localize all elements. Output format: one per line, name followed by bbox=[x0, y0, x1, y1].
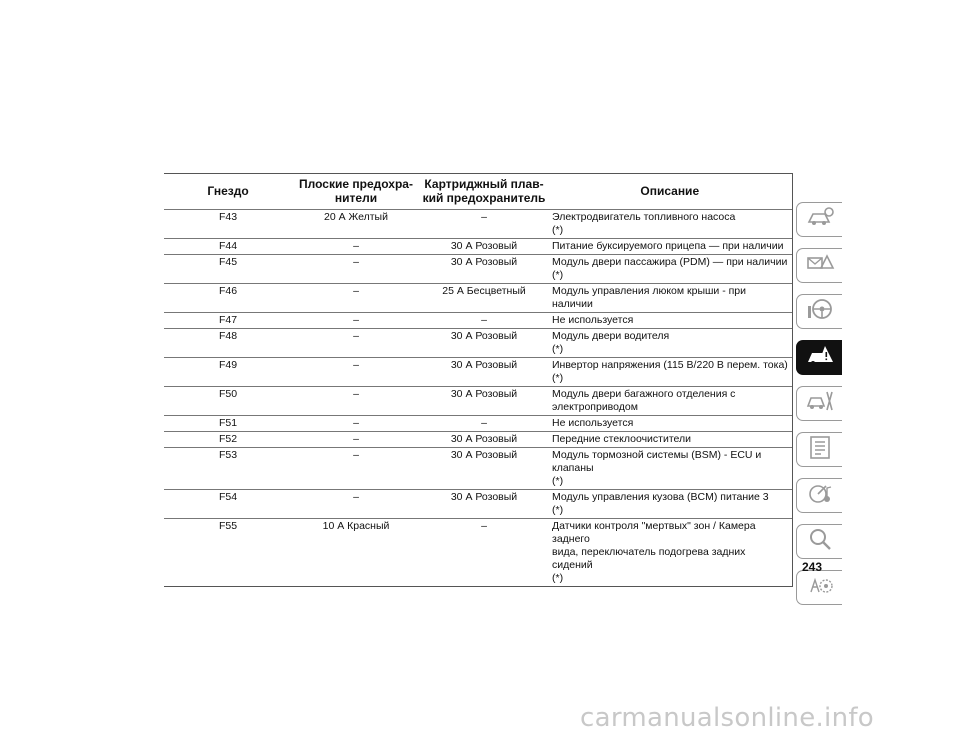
cell-cartridge-fuse: 30 А Розовый bbox=[420, 239, 548, 255]
cell-description bbox=[548, 210, 792, 239]
description-line: Не используется bbox=[552, 314, 634, 326]
table-row bbox=[164, 255, 792, 284]
chapter-tab-5[interactable] bbox=[796, 386, 842, 421]
cell-description bbox=[548, 313, 792, 329]
cell-blade-fuse: – bbox=[292, 329, 420, 358]
header-description: Описание bbox=[548, 174, 792, 210]
cell-socket: F48 bbox=[164, 329, 292, 358]
table-row bbox=[164, 432, 792, 448]
cell-socket: F54 bbox=[164, 490, 292, 519]
roadside-emergency-icon bbox=[805, 342, 835, 373]
steering-wheel-icon bbox=[805, 296, 835, 327]
cell-cartridge-fuse: – bbox=[420, 210, 548, 239]
cell-blade-fuse: – bbox=[292, 448, 420, 490]
cell-cartridge-fuse: 30 А Розовый bbox=[420, 329, 548, 358]
fuse-table bbox=[164, 173, 793, 587]
chapter-tab-3[interactable] bbox=[796, 294, 842, 329]
description-line: Модуль двери багажного отделения с bbox=[552, 388, 736, 400]
cell-description bbox=[548, 329, 792, 358]
multimedia-icon bbox=[805, 480, 835, 511]
table-row bbox=[164, 329, 792, 358]
cell-description bbox=[548, 387, 792, 416]
page-number: 243 bbox=[801, 560, 822, 574]
chapter-tab-4[interactable] bbox=[796, 340, 842, 375]
description-line: клапаны bbox=[552, 462, 594, 474]
table-row bbox=[164, 358, 792, 387]
cell-blade-fuse: – bbox=[292, 416, 420, 432]
cell-cartridge-fuse: 25 А Бесцветный bbox=[420, 284, 548, 313]
cell-cartridge-fuse: – bbox=[420, 519, 548, 587]
cell-socket: F46 bbox=[164, 284, 292, 313]
description-line: (*) bbox=[552, 224, 564, 236]
chapter-tab-2[interactable] bbox=[796, 248, 842, 283]
cell-blade-fuse: – bbox=[292, 358, 420, 387]
cell-blade-fuse: 10 А Красный bbox=[292, 519, 420, 587]
description-line: Питание буксируемого прицепа — при наличии bbox=[552, 240, 784, 252]
table-row bbox=[164, 416, 792, 432]
description-line: (*) bbox=[552, 504, 564, 516]
chapter-tab-9[interactable] bbox=[796, 570, 842, 605]
cell-description bbox=[548, 239, 792, 255]
chapter-tab-7[interactable] bbox=[796, 478, 842, 513]
chapter-tab-1[interactable] bbox=[796, 202, 842, 237]
chapter-tab-6[interactable] bbox=[796, 432, 842, 467]
description-line: (*) bbox=[552, 372, 564, 384]
search-index-icon bbox=[805, 526, 835, 557]
cell-socket: F49 bbox=[164, 358, 292, 387]
fuse-table-body bbox=[164, 210, 792, 587]
cell-socket: F45 bbox=[164, 255, 292, 284]
description-line: Модуль тормозной системы (BSM) - ECU и bbox=[552, 449, 762, 461]
cell-description bbox=[548, 358, 792, 387]
header-cartridge-fuse: Картриджный плав- кий предохранитель bbox=[420, 174, 548, 210]
cell-blade-fuse: – bbox=[292, 255, 420, 284]
cell-blade-fuse: – bbox=[292, 313, 420, 329]
cell-socket: F51 bbox=[164, 416, 292, 432]
cell-socket: F55 bbox=[164, 519, 292, 587]
cell-cartridge-fuse: 30 А Розовый bbox=[420, 358, 548, 387]
table-row bbox=[164, 313, 792, 329]
cell-description bbox=[548, 284, 792, 313]
cell-cartridge-fuse: 30 А Розовый bbox=[420, 255, 548, 284]
language-settings-icon bbox=[805, 572, 835, 603]
watermark: carmanualsonline.info bbox=[580, 703, 875, 733]
description-line: Электродвигатель топливного насоса bbox=[552, 211, 736, 223]
description-line: (*) bbox=[552, 269, 564, 281]
cell-blade-fuse: – bbox=[292, 239, 420, 255]
description-line: (*) bbox=[552, 343, 564, 355]
table-row bbox=[164, 519, 792, 587]
cell-socket: F53 bbox=[164, 448, 292, 490]
description-line: Модуль двери пассажира (PDM) — при наличии bbox=[552, 256, 788, 268]
cell-socket: F47 bbox=[164, 313, 292, 329]
description-line: электроприводом bbox=[552, 401, 638, 413]
description-line: Не используется bbox=[552, 417, 634, 429]
cell-description bbox=[548, 432, 792, 448]
warning-envelope-icon bbox=[805, 250, 835, 281]
cell-cartridge-fuse: – bbox=[420, 313, 548, 329]
cell-cartridge-fuse: 30 А Розовый bbox=[420, 432, 548, 448]
cell-socket: F50 bbox=[164, 387, 292, 416]
cell-socket: F52 bbox=[164, 432, 292, 448]
cell-description bbox=[548, 416, 792, 432]
header-blade-fuses: Плоские предохра- нители bbox=[292, 174, 420, 210]
description-line: Датчики контроля "мертвых" зон / Камера заднего bbox=[552, 520, 756, 545]
chapter-tabs bbox=[796, 202, 842, 616]
cell-blade-fuse: – bbox=[292, 387, 420, 416]
table-row bbox=[164, 387, 792, 416]
cell-blade-fuse: – bbox=[292, 490, 420, 519]
cell-blade-fuse: – bbox=[292, 284, 420, 313]
table-row bbox=[164, 239, 792, 255]
cell-blade-fuse: 20 А Желтый bbox=[292, 210, 420, 239]
cell-socket: F44 bbox=[164, 239, 292, 255]
cell-socket: F43 bbox=[164, 210, 292, 239]
car-dashboard-icon bbox=[805, 204, 835, 235]
cell-cartridge-fuse: 30 А Розовый bbox=[420, 490, 548, 519]
description-line: Инвертор напряжения (115 В/220 В перем. тока) bbox=[552, 359, 788, 371]
cell-blade-fuse: – bbox=[292, 432, 420, 448]
header-socket: Гнездо bbox=[164, 174, 292, 210]
description-line: Модуль управления кузова (BCM) питание 3 bbox=[552, 491, 769, 503]
description-line: Модуль управления люком крыши - при наличии bbox=[552, 285, 746, 310]
cell-description bbox=[548, 490, 792, 519]
cell-cartridge-fuse: 30 А Розовый bbox=[420, 448, 548, 490]
description-line: (*) bbox=[552, 475, 564, 487]
car-service-icon bbox=[805, 388, 835, 419]
description-line: Передние стеклоочистители bbox=[552, 433, 692, 445]
description-line: вида, переключатель подогрева задних сидений bbox=[552, 546, 746, 571]
table-row bbox=[164, 210, 792, 239]
table-row bbox=[164, 284, 792, 313]
table-row bbox=[164, 490, 792, 519]
table-row bbox=[164, 448, 792, 490]
chapter-tab-8[interactable] bbox=[796, 524, 842, 559]
cell-cartridge-fuse: – bbox=[420, 416, 548, 432]
table-header-row bbox=[164, 174, 792, 210]
cell-description bbox=[548, 255, 792, 284]
description-line: Модуль двери водителя bbox=[552, 330, 670, 342]
description-line: (*) bbox=[552, 572, 564, 584]
cell-cartridge-fuse: 30 А Розовый bbox=[420, 387, 548, 416]
cell-description bbox=[548, 519, 792, 587]
specifications-list-icon bbox=[805, 434, 835, 465]
cell-description bbox=[548, 448, 792, 490]
